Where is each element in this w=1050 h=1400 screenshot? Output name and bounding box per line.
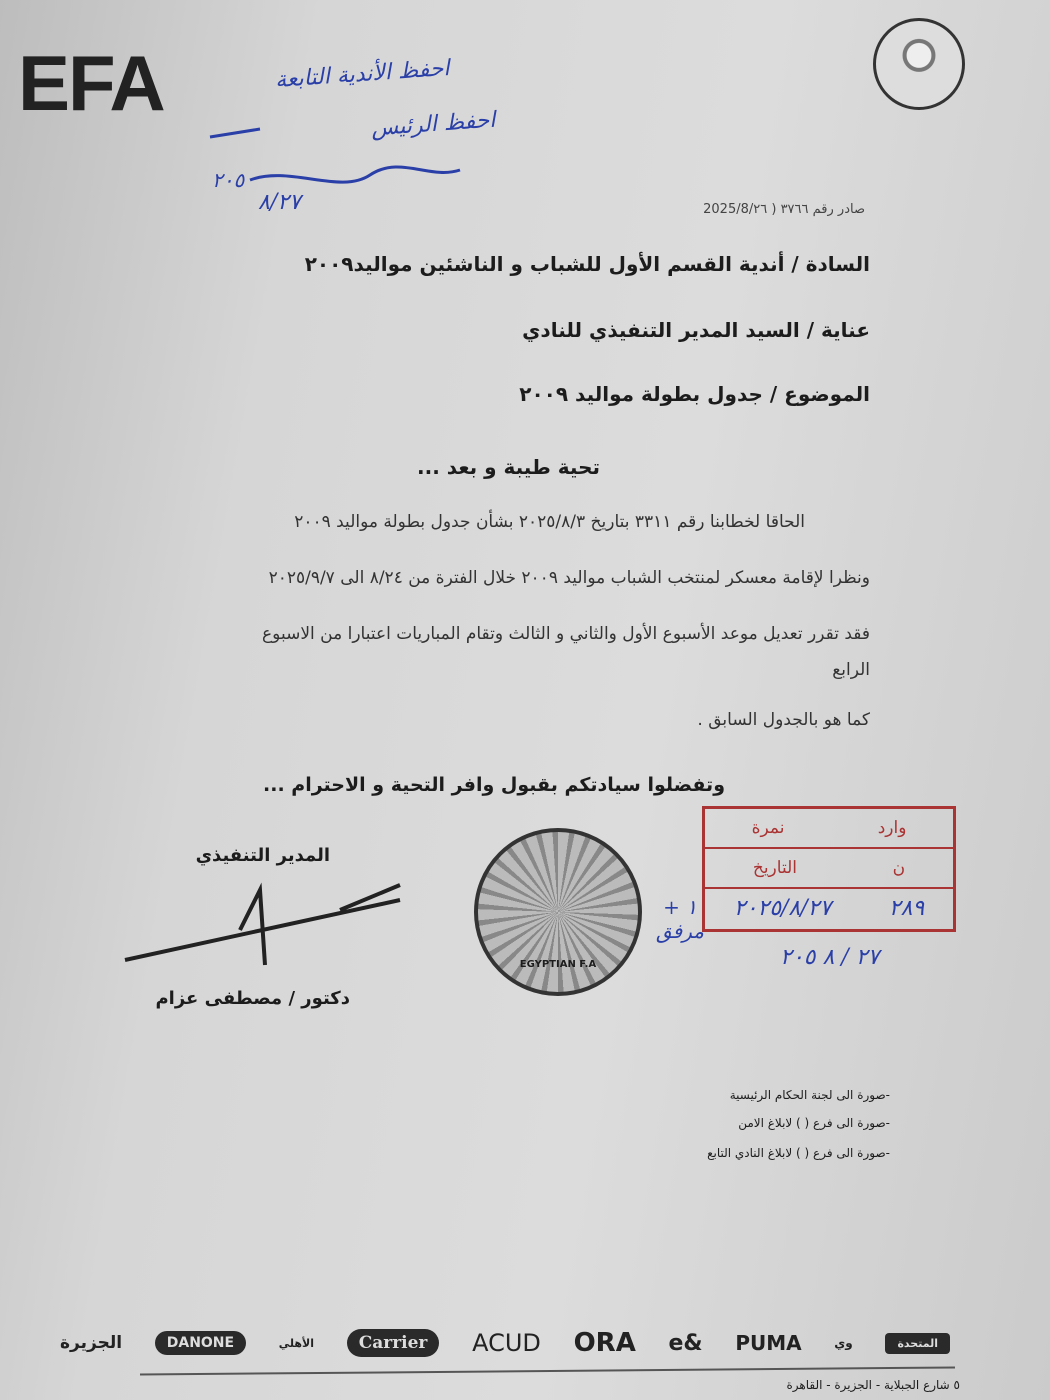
handwritten-signature-icon <box>200 125 480 215</box>
sponsor-logo: DANONE <box>155 1331 246 1355</box>
sponsor-logo: المتحدة <box>885 1333 950 1354</box>
addressee-value: أندية القسم الأول للشباب و الناشئين مواليد٢٠٠٩ <box>304 252 785 276</box>
subject-line <box>519 382 870 406</box>
sponsor-logo: Carrier <box>347 1329 440 1357</box>
sponsor-logo: الجزيرة <box>60 1333 123 1353</box>
signatory-name: دكتور / مصطفى عزام <box>155 988 350 1009</box>
sponsor-logo: ORA <box>573 1328 636 1358</box>
footer-divider <box>140 1366 955 1375</box>
stamp-row <box>705 889 953 927</box>
sponsor-bar <box>60 1328 950 1358</box>
attention-line <box>522 318 870 342</box>
body-line: ونظرا لإقامة معسكر لمنتخب الشباب مواليد ٢٠٠٩ خلال الفترة من ٨/٢٤ الى ٢٠٢٥/٩/٧ <box>268 568 870 588</box>
reference-number: ٣٧٦٦ <box>780 202 809 217</box>
body-line: الرابع <box>832 660 870 680</box>
stamp-date: ٢٠٢٥/٨/٢٧ <box>733 895 832 921</box>
official-seal-icon <box>474 828 642 996</box>
stamp-number: ٢٨٩ <box>888 895 925 921</box>
subject-label: الموضوع / <box>769 382 870 406</box>
reference-date: 2025/8/٢٦ <box>703 202 768 217</box>
stamp-label: وارد <box>877 818 907 838</box>
signatory-title: المدير التنفيذي <box>195 845 330 866</box>
signature-icon <box>120 870 410 980</box>
copy-line: -صورة الى فرع ( ) لابلاغ النادي التابع <box>707 1146 890 1160</box>
copy-line: -صورة الى فرع ( ) لابلاغ الامن <box>738 1116 890 1130</box>
sponsor-logo: الأهلي <box>278 1336 314 1350</box>
received-stamp <box>702 806 956 932</box>
stamp-row <box>705 849 953 889</box>
efa-logo: EFA <box>18 39 164 127</box>
efa-crest-icon <box>873 18 965 110</box>
footer-address: ٥ شارع الجبلاية - الجزيرة - القاهرة <box>786 1378 960 1392</box>
body-line: كما هو بالجدول السابق . <box>697 710 870 730</box>
addressee-line <box>305 252 870 276</box>
body-line: فقد تقرر تعديل موعد الأسبوع الأول والثاني و الثالث وتقام المباريات اعتبارا من الاسبوع <box>262 624 870 644</box>
handwritten-note-number: ٢٠٥ <box>212 168 245 192</box>
sponsor-logo: وي <box>834 1336 853 1350</box>
copy-line: -صورة الى لجنة الحكام الرئيسية <box>729 1088 890 1102</box>
body-line: الحاقا لخطابنا رقم ٣٣١١ بتاريخ ٢٠٢٥/٨/٣ بشأن جدول بطولة مواليد ٢٠٠٩ <box>294 512 805 532</box>
closing: وتفضلوا سيادتكم بقبول وافر التحية و الاحترام ... <box>263 774 725 796</box>
handwritten-note-date: ٨/٢٧ <box>258 190 301 215</box>
sponsor-logo: ACUD <box>472 1329 541 1357</box>
stamp-handwriting: ٢٧ / ٨ ٢٠٥ <box>780 945 880 970</box>
stamp-value: نمرة <box>751 818 785 838</box>
sponsor-logo: e& <box>668 1330 703 1356</box>
sponsor-logo: PUMA <box>735 1331 802 1355</box>
attention-label: عناية / <box>806 318 870 342</box>
attachment-note: ١ + مرفق <box>656 895 704 943</box>
stamp-value: ن <box>892 858 906 878</box>
stamp-label: التاريخ <box>752 858 797 878</box>
handwritten-note-line1: احفظ الأندية التابعة <box>274 55 451 94</box>
attention-value: السيد المدير التنفيذي للنادي <box>522 318 800 342</box>
reference-label: صادر رقم <box>812 202 865 217</box>
seal-text: EGYPTIAN F.A <box>519 959 597 970</box>
greeting: تحية طيبة و بعد ... <box>417 455 600 479</box>
subject-value: جدول بطولة مواليد ٢٠٠٩ <box>519 382 763 406</box>
reference-line: صادر رقم ٣٧٦٦ ( 2025/8/٢٦ <box>703 202 865 217</box>
addressee-label: السادة / <box>791 252 870 276</box>
stamp-row <box>705 809 953 849</box>
handwritten-note-line2: احفظ الرئيس <box>369 107 496 142</box>
